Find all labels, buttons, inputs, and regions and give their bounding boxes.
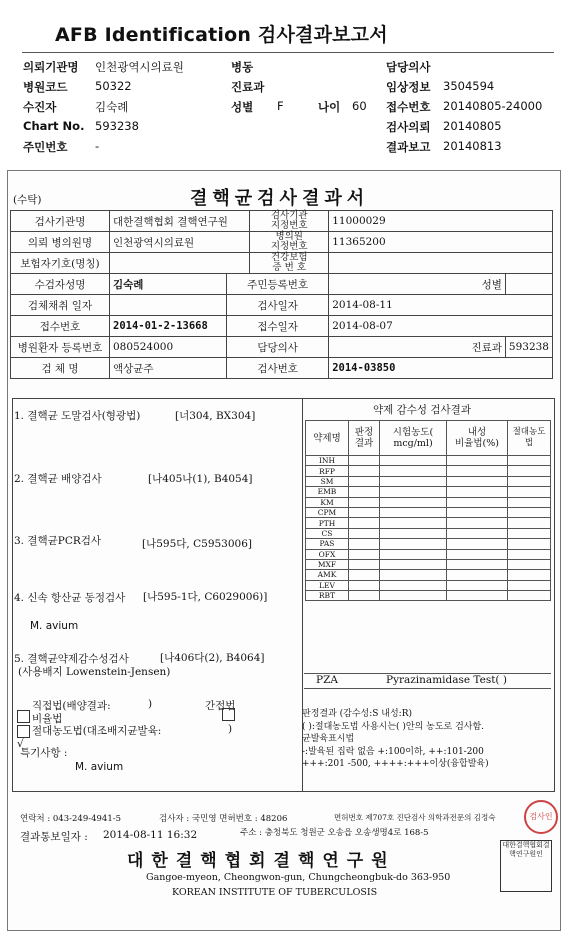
contact: 연락처 : 043-249-4941-5 [20, 814, 122, 824]
inst-no: 11000029 [329, 211, 553, 232]
testno-label: 검사번호 [227, 358, 329, 379]
drug-row [306, 559, 551, 569]
conc-method: 절대농도법(대조배지균발육: [32, 725, 162, 737]
org-name-en: KOREAN INSTITUTE OF TUBERCULOSIS [172, 887, 378, 898]
col-result: 판정 결과 [349, 421, 380, 456]
receipt-tag: (수탁) [13, 194, 42, 206]
repdate-value: 20140813 [443, 139, 502, 153]
org-label: 의뢰기관명 [23, 60, 79, 74]
ward-label: 병동 [231, 60, 254, 74]
doctor-label: 담당의사 [386, 60, 431, 74]
test5: 5. 결핵균약제감수성검사 [14, 653, 129, 665]
address: 주소 : 충청북도 청원군 오송읍 오송생명4로 168-5 [240, 828, 429, 838]
req-no-label: 병의원 지정번호 [250, 232, 329, 253]
test-date: 2014-08-11 [329, 295, 553, 316]
chart-value: 593238 [95, 119, 139, 133]
drug-row [306, 466, 551, 476]
drug-row [306, 580, 551, 590]
sample-date-label: 검체채취 일자 [11, 295, 110, 316]
drug-row [306, 476, 551, 486]
dept-label: 진료과 [231, 80, 265, 94]
drug-row [306, 507, 551, 517]
test4: 4. 신속 항산균 동정검사 [14, 592, 126, 604]
drug-name: RBT [306, 591, 349, 601]
spec-label: 검 체 명 [11, 358, 110, 379]
col-conc: 시험농도( mcg/ml) [380, 421, 447, 456]
testno-value: 2014-03850 [329, 358, 553, 379]
inspector-stamp: 검사인 [524, 800, 558, 834]
sens-legend: 판정결과 (감수성:S 내성:R) ( ):절대농도법 사용시는( )안의 농도로 검사함. 균발육표시법 -:발육된 집락 없음 +:100이하, ++:101-200 +++:201 -500, ++++:+++이상(융합발육) [302, 709, 489, 769]
repdate-label: 결과보고 [386, 140, 431, 154]
col-label: 수검자성명 [11, 274, 110, 295]
pza-text: Pyrazinamidase Test( ) [386, 674, 507, 686]
info-table [10, 210, 553, 379]
col-resist: 내성 비율법(%) [447, 421, 508, 456]
age-value: 60 [352, 99, 367, 113]
drug-row [306, 570, 551, 580]
code-label: 병원코드 [23, 80, 68, 94]
drug-name: OFX [306, 549, 349, 559]
drug-row [306, 539, 551, 549]
drug-name: CPM [306, 507, 349, 517]
ratio-checkbox[interactable] [17, 710, 30, 723]
req-value: 인천광역시의료원 [110, 232, 250, 253]
drug-name: CS [306, 528, 349, 538]
conc-close: ) [228, 723, 233, 735]
inspector: 검사자 : 국민영 면허번호 : 48206 [159, 814, 288, 824]
receipt-label: 접수번호 [386, 100, 431, 114]
test2: 2. 결핵균 배양검사 [14, 473, 102, 485]
pza-label: PZA [316, 674, 338, 686]
test5-sub: (사용배지 Lowenstein-Jensen) [18, 666, 171, 678]
drug-name: RFP [306, 466, 349, 476]
col-value: 김숙례 [110, 274, 227, 295]
test1: 1. 결핵균 도말검사(형광법) [14, 410, 141, 422]
collector-value: 김숙례 [95, 100, 129, 114]
rcpt-date: 2014-08-07 [329, 316, 553, 337]
test4-code: [나595-1다, C6029006)] [143, 591, 268, 603]
doc-label: 담당의사 [227, 337, 329, 358]
drug-row [306, 497, 551, 507]
drug-name: MXF [306, 559, 349, 569]
form-title: 결핵균검사결과서 [190, 188, 370, 209]
drug-name: PAS [306, 539, 349, 549]
org-korean: 대한결핵협회결핵연구원 [127, 851, 396, 871]
inst-label: 검사기관명 [11, 211, 110, 232]
drug-row [306, 591, 551, 601]
inst-no-label: 검사기관 지정번호 [250, 211, 329, 232]
conc-checkbox[interactable] [17, 725, 30, 738]
license-note: 면허번호 제707호 진단검사 의학과전문의 김정숙 [334, 813, 496, 822]
collector-label: 수진자 [23, 100, 57, 114]
drug-name: LEV [306, 580, 349, 590]
col-drug: 약제명 [306, 421, 349, 456]
org-address-en: Gangoe-myeon, Cheongwon-gun, Chungcheongbuk-do 363-950 [146, 872, 451, 883]
drug-name: KM [306, 497, 349, 507]
inst-value: 대한결핵협회 결핵연구원 [110, 211, 250, 232]
institute-seal: 대한결핵협회결핵연구원인 [500, 840, 552, 892]
clinical-value: 3504594 [443, 79, 495, 93]
reg-value: 080524000 [110, 337, 227, 358]
indirect-checkbox[interactable] [222, 708, 235, 721]
drug-name: PTH [306, 518, 349, 528]
test3-code: [나595다, C5953006] [142, 538, 252, 550]
reqdate-value: 20140805 [443, 119, 502, 133]
rrn-label: 주민등록번호 [227, 274, 329, 295]
drug-row [306, 518, 551, 528]
dept-value: 593238 [505, 337, 552, 358]
spec-value: 액상균주 [110, 358, 227, 379]
receipt-value: 20140805-24000 [443, 99, 543, 113]
sex-value: F [277, 99, 284, 113]
sex-label: 성별 [329, 274, 506, 295]
report-date-label: 결과통보일자 : [20, 831, 88, 843]
reg-label: 병원환자 등록번호 [11, 337, 110, 358]
report-title: AFB Identification 검사결과보고서 [55, 24, 388, 46]
report-date-value: 2014-08-11 16:32 [103, 829, 198, 841]
test2-code: [나405나(1), B4054] [148, 473, 253, 485]
drug-name: EMB [306, 487, 349, 497]
drug-name: AMK [306, 570, 349, 580]
reqdate-label: 검사의뢰 [386, 120, 431, 134]
age-label: 나이 [318, 100, 341, 114]
col-absolute: 절대농도법 [508, 421, 551, 456]
req-label: 의뢰 병의원명 [11, 232, 110, 253]
drug-row [306, 456, 551, 466]
test4-result: M. avium [30, 620, 79, 632]
direct-close: ) [148, 698, 153, 710]
special-value: M. avium [75, 761, 124, 773]
rcpt-label: 접수번호 [11, 316, 110, 337]
divider [22, 52, 554, 53]
drug-row [306, 528, 551, 538]
sex-label: 성별 [231, 100, 254, 114]
rcpt-value: 2014-01-2-13668 [110, 316, 227, 337]
dept-label: 진료과 [329, 337, 506, 358]
ratio-method: 비율법 [32, 713, 63, 725]
drug-name: SM [306, 476, 349, 486]
test1-code: [너304, BX304] [175, 410, 256, 422]
rrn-value: - [95, 139, 100, 153]
sensitivity-table [305, 420, 551, 601]
check-mark: √ [17, 738, 24, 750]
code-value: 50322 [95, 79, 132, 93]
direct-method: 직접법(배양결과: [32, 700, 111, 712]
chart-label: Chart No. [23, 119, 85, 133]
ins-label: 보험자기호(명칭) [11, 253, 110, 274]
req-no: 11365200 [329, 232, 553, 253]
drug-row [306, 487, 551, 497]
rcpt-date-label: 접수일자 [227, 316, 329, 337]
test3: 3. 결핵균PCR검사 [14, 535, 102, 547]
test5-code: [나406다(2), B4064] [160, 652, 265, 664]
special-label: 특기사항 : [20, 747, 68, 759]
indirect-method: 간접법 [205, 700, 236, 712]
clinical-label: 임상정보 [386, 80, 431, 94]
rrn-label: 주민번호 [23, 140, 68, 154]
sens-header: 약제 감수성 검사결과 [373, 404, 471, 416]
test-date-label: 검사일자 [227, 295, 329, 316]
ins-no-label: 건강보험 증 번 호 [250, 253, 329, 274]
org-value: 인천광역시의료원 [95, 60, 184, 74]
drug-name: INH [306, 456, 349, 466]
drug-row [306, 549, 551, 559]
